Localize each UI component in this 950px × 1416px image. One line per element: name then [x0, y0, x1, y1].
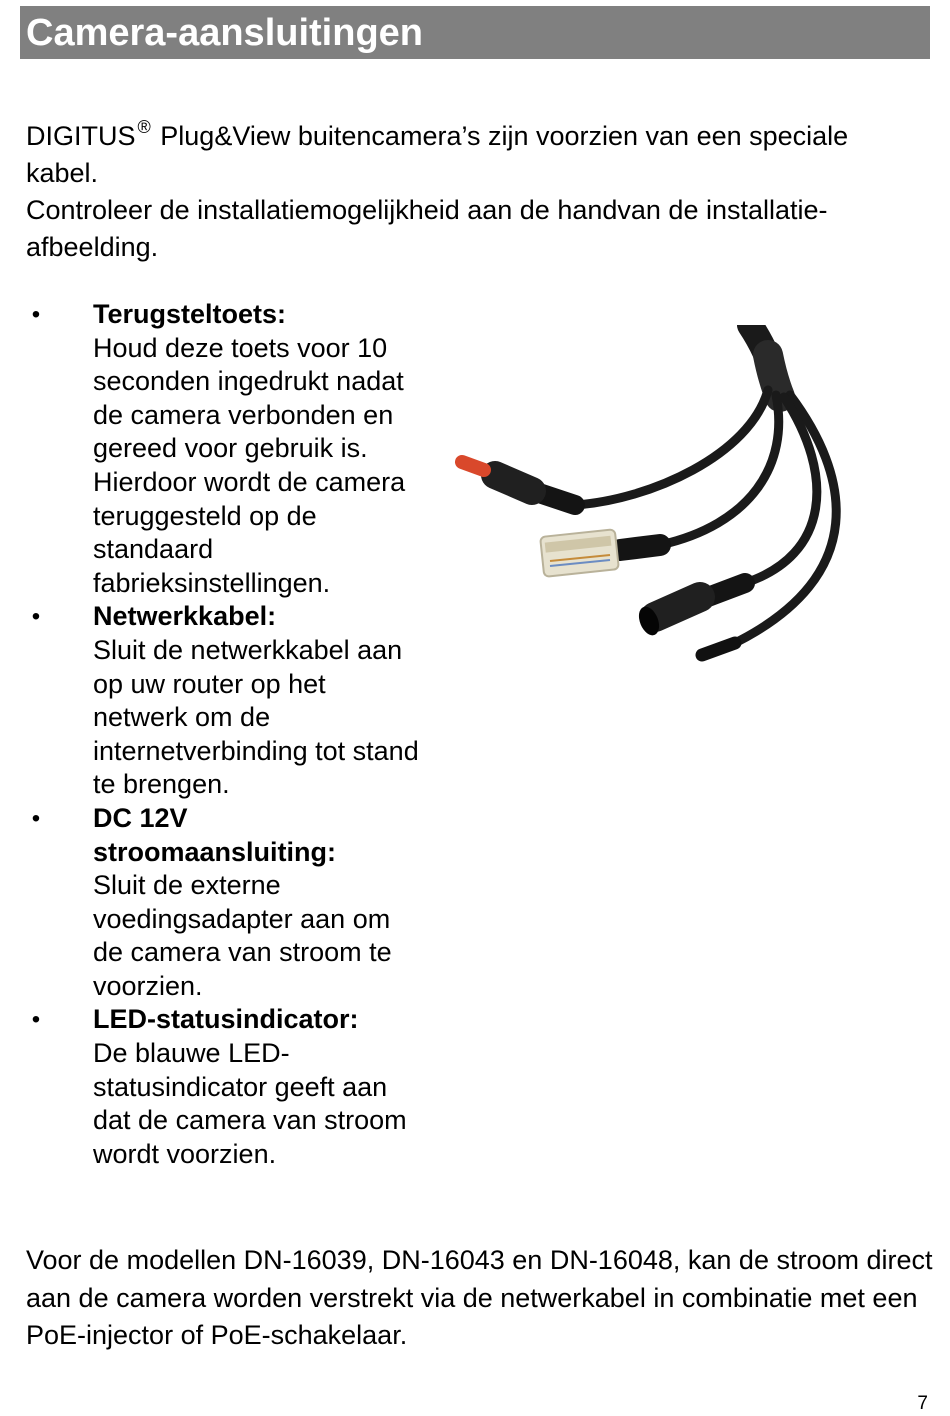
list-item-body: Sluit de netwerkkabel aan op uw router op het netwerk om de internetverbinding tot stand te brengen. — [93, 634, 419, 800]
poe-note: Voor de modellen DN-16039, DN-16043 en DN-16048, kan de stroom direct aan de camera worden verstrekt via de netwerkabel in combinatie met een PoE-injector of PoE-schakelaar. — [26, 1245, 933, 1350]
dc-plug-wire — [575, 390, 768, 505]
brand-name: DIGITUS — [26, 121, 136, 151]
bullet-icon: • — [31, 603, 41, 631]
rj45-wire — [660, 395, 779, 545]
list-item-led-indicator — [26, 1003, 426, 1171]
rj45-boot — [620, 545, 660, 550]
led-wire — [735, 395, 836, 643]
list-item-reset-button — [26, 298, 426, 600]
list-item-heading: Netwerkkabel: — [93, 601, 277, 632]
rj45-connector — [540, 529, 619, 577]
dc-plug-tip — [462, 462, 484, 470]
section-title: Camera-aansluitingen — [26, 12, 423, 54]
list-item-dc-power — [26, 802, 426, 1004]
page-number: 7 — [917, 1393, 928, 1414]
registered-mark: ® — [137, 117, 151, 137]
intro-paragraph-1 — [26, 118, 926, 192]
cable-photo — [450, 325, 890, 685]
list-item-network-cable — [26, 600, 426, 802]
list-item-body: Houd deze toets voor 10 seconden ingedrukt nadat de camera verbonden en gereed voor gebruik is. Hierdoor wordt de camera teruggesteld op de standaard fabrieksinstellingen. — [93, 332, 406, 598]
list-item-heading: LED-statusindicator: — [93, 1004, 359, 1035]
list-item-heading: DC 12V stroomaansluiting: — [93, 802, 337, 867]
section-title-bar — [20, 6, 930, 59]
bullet-icon: • — [31, 804, 41, 832]
list-item-body: Sluit de externe voedingsadapter aan om de camera van stroom te voorzien. — [93, 870, 392, 1001]
list-item-body: De blauwe LED-statusindicator geeft aan dat de camera van stroom wordt voorzien. — [93, 1038, 407, 1169]
list-item-heading: Terugsteltoets: — [93, 299, 287, 329]
led-wire-tip — [702, 643, 735, 655]
intro-paragraph-2: Controleer de installatiemogelijkheid aan de handvan de installatie-afbeelding. — [26, 195, 828, 262]
dc-plug-body — [495, 475, 532, 491]
connection-list — [26, 298, 426, 1171]
intro-line1-rest: Plug&View buitencamera’s zijn voorzien van een speciale kabel. — [26, 121, 849, 188]
bullet-icon: • — [31, 301, 41, 328]
intro-text — [26, 118, 926, 266]
dc-jack-body — [655, 597, 700, 617]
bullet-icon: • — [31, 1006, 41, 1034]
